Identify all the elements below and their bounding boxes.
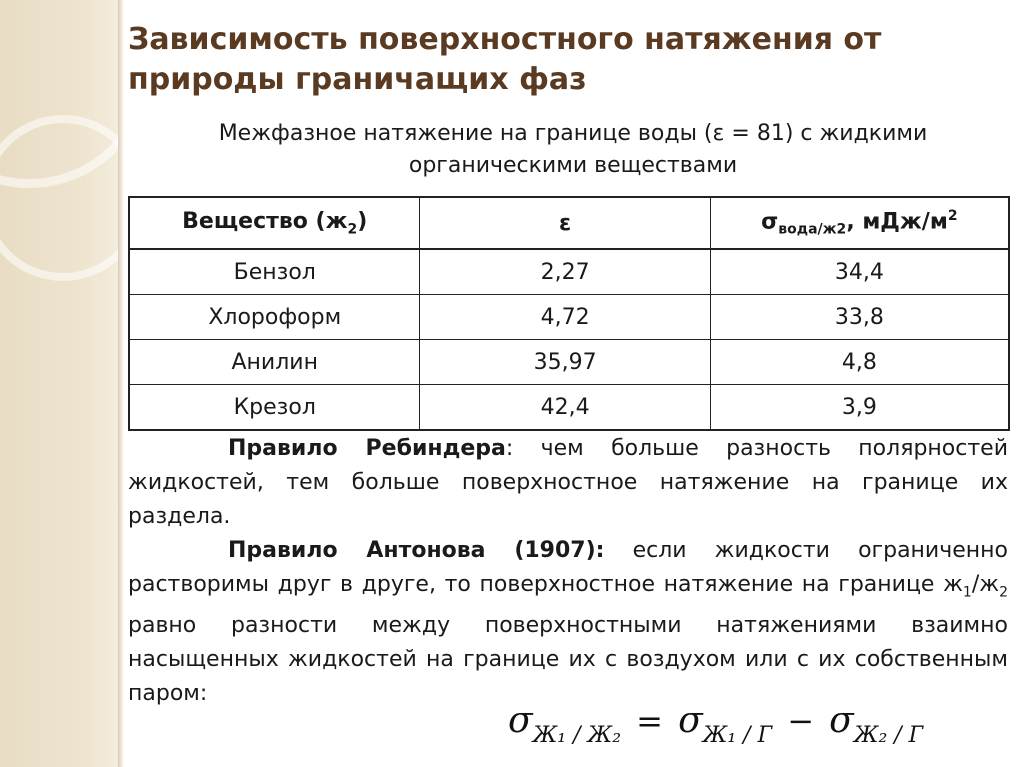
band-edge-shadow xyxy=(118,0,124,767)
cell-epsilon: 2,27 xyxy=(420,249,710,295)
table-row xyxy=(129,385,1009,431)
rebinder-rule-name: Правило Ребиндера xyxy=(228,436,506,461)
header-sigma: $\sigma_{вода/ж2}$, мДж/$м^2$ xyxy=(710,197,1009,249)
antonov-rule-name: Правило Антонова (1907): xyxy=(228,538,605,563)
slide-title: Зависимость поверхностного натяжения от природы граничащих фаз xyxy=(128,22,882,97)
cell-epsilon: 35,97 xyxy=(420,340,710,385)
header-substance: Вещество $(ж_2)$ xyxy=(129,197,420,249)
antonov-rule-paragraph: Правило Антонова (1907): если жидкости ограниченно растворимы друг в друге, то поверхностное натяжение на границе $ж_1/ж_2$ равно разности между поверхностными натяжениями взаимно насыщенных жидкостей на границе их с воздухом или с их собственным паром: xyxy=(128,538,1008,707)
decorative-ring xyxy=(0,115,118,281)
antonov-formula: σЖ₁ / Ж₂ = σЖ₁ / Г − σЖ₂ / Г xyxy=(508,700,924,748)
cell-sigma: 33,8 xyxy=(710,295,1009,340)
header-epsilon: ε xyxy=(420,197,710,249)
table-row xyxy=(129,295,1009,340)
interfacial-tension-table xyxy=(128,196,1010,431)
cell-sigma: 4,8 xyxy=(710,340,1009,385)
cell-epsilon: 4,72 xyxy=(420,295,710,340)
decorative-side-band xyxy=(0,0,118,767)
cell-substance: Крезол xyxy=(129,385,420,431)
table-caption: Межфазное натяжение на границе воды (ε = 81) с жидкими органическими веществами xyxy=(218,121,928,178)
cell-epsilon: 42,4 xyxy=(420,385,710,431)
cell-substance: Хлороформ xyxy=(129,295,420,340)
cell-substance: Бензол xyxy=(129,249,420,295)
cell-sigma: 3,9 xyxy=(710,385,1009,431)
rebinder-rule-text: : чем больше разность полярностей жидкостей, тем больше поверхностное натяжение на границе их раздела. xyxy=(128,436,1008,529)
table-header-row xyxy=(129,197,1009,249)
table-row xyxy=(129,249,1009,295)
cell-sigma: 34,4 xyxy=(710,249,1009,295)
rebinder-rule-paragraph xyxy=(128,432,1008,534)
table-row xyxy=(129,340,1009,385)
cell-substance: Анилин xyxy=(129,340,420,385)
